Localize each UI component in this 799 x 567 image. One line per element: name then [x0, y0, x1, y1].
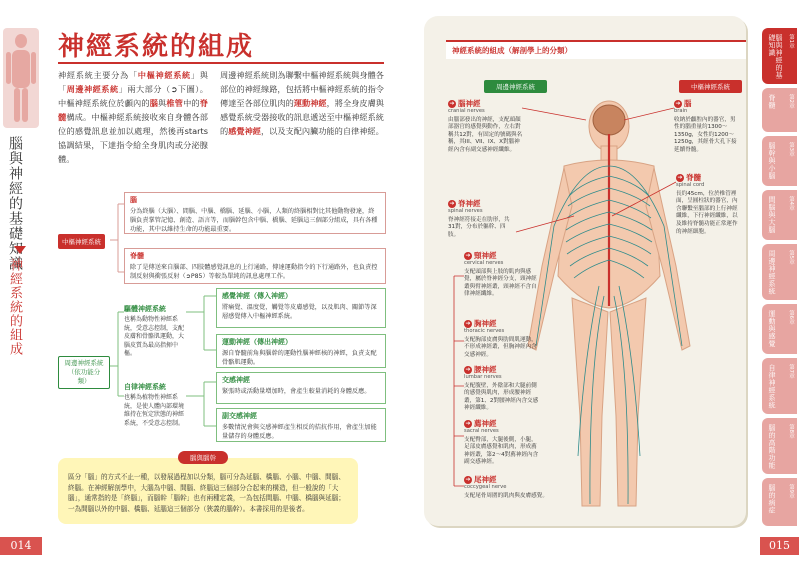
chapter-tab-3[interactable]: 第3章 腦幹與小腦 — [762, 136, 797, 186]
spinal-cord-annotation: ➔ 脊髓 spinal cord 長約45cm，位於椎管裡面，呈圓柱狀的器官，內含聯繫至腦部的上行神經纖維，下行神經纖維，以及維持脊髓功能正常運作的神經細胞。 — [676, 173, 738, 235]
title-rule — [58, 62, 384, 64]
intro-paragraph-1: 神經系統主要分為「中樞神經系統」與「周邊神經系統」兩大部分（➲下圖）。中樞神經系統位於顱內的腦與椎管中的脊髓構成。中樞神經系統接收來自身體各部位的感覺訊息並加以處理，然後再starts協調結果，下達指令給全身肌肉或分泌腺體。 — [58, 70, 208, 164]
somatic-desc: 也稱為動物性神經系統，受意志控制，支配皮膚和骨骼肌運動，大腦皮質為最高指揮中樞。 — [124, 316, 185, 357]
cranial-nerves-annotation: ➔ 腦神經 cranial nerves 由腦部發出的神經，支配頭顏部器官的感覺與動作，左右對稱共12對，有固定的號碼與名稱，其III、VII、IX、X對腦神經內含有副交感神經纖維。 — [448, 99, 523, 153]
note-box — [58, 454, 358, 524]
chapter-tab-7[interactable]: 第7章 自律神經系統 — [762, 358, 797, 414]
sympathetic-box: 交感神經 緊張時或活動量增加時，會產生較量消耗的身體反應。 — [216, 372, 386, 404]
page-number-right: 015 — [760, 537, 799, 555]
chapter-tab-4[interactable]: 第4章 間腦與大腦 — [762, 190, 797, 240]
right-page — [400, 0, 799, 567]
chapter-tab-6[interactable]: 第6章 運動與感覺 — [762, 304, 797, 354]
anatomy-card — [424, 16, 746, 526]
chapter-tab-5[interactable]: 第5章 周邊神經系統 — [762, 244, 797, 300]
chapter-strip — [0, 0, 42, 567]
page-number-left: 014 — [0, 537, 42, 555]
peripheral-tag: 周邊神經系統 — [484, 80, 547, 93]
brain-annotation: ➔ 腦 brain 收納於顱腔內的器官，男性的腦重量約1300～1350g，女性約1200～1250g，其經骨大孔下接延續脊髓。 — [674, 99, 737, 153]
body-thumbnail — [3, 28, 39, 128]
motor-nerve-box: 運動神經（傳出神經） 源自脊髓前角與腦幹的運動性腦神經核的神經，負責支配骨骼肌運動。 — [216, 334, 386, 368]
peripheral-nervous-label: 周邊神經系統 （依功能分類） — [58, 356, 110, 389]
note-body: 區分「腦」的方式不止一種，以發展過程加以分類，腦可分為延腦、橋腦、小腦、中腦、間腦、終腦。在神經解剖學中，大腦為中腦、間腦、終腦這三個部分合起來的構造，但一般說的「大腦」，通常指的是「終腦」，而腦幹「腦幹」也有兩種定義，一為包括間腦、中腦、橋腦與延腦；一為間腦以外的中腦、橋腦、延腦這三個部分（狹義的腦幹）。本書採用的是後者。 — [68, 473, 345, 513]
chapter-tab-1[interactable]: 第1章 腦與神經的基礎知識 — [762, 28, 797, 84]
card-title: 神經系統的組成（解剖學上的分類） — [446, 40, 746, 59]
autonomic-title: 自律神經系統 — [124, 383, 166, 391]
intro-paragraph-2: 周邊神經系統則為聯繫中樞神經系統與身體各部位的神經線路，包括將中樞神經系統的指令傳達至各部位肌肉的運動神經，將全身皮膚與感覺系統受器接收的訊息遞送至中樞神經系統的感覺神經，以及支配內臟功能的自律神經。 — [220, 70, 384, 136]
spinal-cord-box: 脊髓 除了是傳送來自腦部、四肢體感覺訊息的上行通路，傳達運動指令的下行通路外，也負責控制反射與衝張反射（➲P85）等較為單純的訊息處理工作。 — [124, 248, 386, 284]
classification-diagram — [58, 192, 388, 442]
chapter-tab-9[interactable]: 第9章 腦的病症 — [762, 478, 797, 526]
down-arrow-icon — [14, 246, 26, 254]
cervical-nerves-annotation: ➔ 頸神經 cervical nerves 支配頭部與上肢的肌肉與感覺，屬於脊神經分支，頸神經叢與臂神經叢，頸神經不含自律神經纖維。 — [464, 251, 537, 298]
sensory-nerve-box: 感覺神經（傳入神經） 將痛覺、溫度覺，觸覺等皮膚感覺，以及肌肉、關節等深層感覺傳入中樞神經系統。 — [216, 288, 386, 328]
chapter-tab-8[interactable]: 第8章 腦的高階功能 — [762, 418, 797, 474]
parasympathetic-box: 副交感神經 多數情況會與交感神經產生相反的拮抗作用，會產生加能量儲存的身體反應。 — [216, 408, 386, 442]
lumbar-nerves-annotation: ➔ 腰神經 lumbar nerves 支配腹壁，外陰部和大腿前側的感覺與肌肉，形成腰神經叢，第1、2對腰神經內含交感神經纖維。 — [464, 365, 539, 412]
page-title: 神經系統的組成 — [58, 32, 255, 62]
brain-box: 腦 分為終腦（大腦）、間腦、中腦、橋腦、延腦、小腦，人類的終腦相對比其他動物發達，終腦負責掌管記憶、創造、語言等，而腦幹包含中腦、橋腦、延腦這三個部分組成，具有各種功能，其中以維持生命的功能最重要。 — [124, 192, 386, 234]
chapter-title: 腦與神經的基礎知識 — [7, 136, 23, 271]
somatic-title: 驅體神經系統 — [124, 305, 166, 313]
autonomic-desc: 也稱為植物性神經系統，是使人體內部環境維持在恆定狀態的神經系統，不受意志控制。 — [124, 394, 185, 427]
note-tab: 腦與腦幹 — [178, 451, 228, 464]
central-nervous-label: 中樞神經系統 — [58, 234, 105, 249]
chapter-tab-2[interactable]: 第2章 脊髓 — [762, 88, 797, 132]
central-tag: 中樞神經系統 — [679, 80, 742, 93]
spinal-nerves-annotation: ➔ 脊神經 spinal nerves 脊神經符接走在肋形，共31對，分布於軀幹、四肢。 — [448, 199, 510, 238]
coccygeal-nerve-annotation: ➔ 尾神經 coccygeal nerve 支配尾骨周圍的肌肉與皮膚感覺。 — [464, 475, 548, 499]
thoracic-nerves-annotation: ➔ 胸神經 thoracic nerves 支配胸部皮膚與肋間肌運動，不形成神經叢，但胸神經內含交感神經。 — [464, 319, 537, 358]
section-subtitle: 神經系統的組成 — [7, 258, 22, 356]
sacral-nerves-annotation: ➔ 薦神經 sacral nerves 支配臀部，大腿後側，小腿，足部皮膚感覺和肌肉，形成薦神經叢，第2～4對薦神經內含副交感神經。 — [464, 419, 539, 466]
